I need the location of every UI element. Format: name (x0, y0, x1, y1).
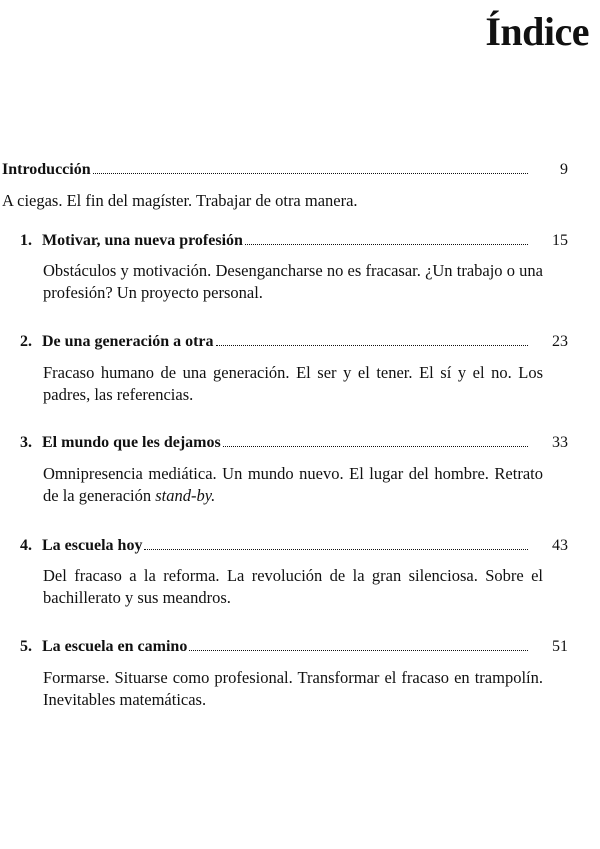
toc-entry-page: 15 (552, 232, 568, 249)
toc-entry-title: Introducción (2, 161, 91, 178)
dot-leader (223, 445, 528, 447)
toc-entry-description: Del fracaso a la reforma. La revolución de la gran silenciosa. Sobre el bachillerato y sus meandros. (43, 566, 543, 607)
toc-entry-title: De una generación a otra (42, 333, 214, 350)
description-italic-text: stand-by. (155, 486, 216, 505)
toc-entry-description (43, 463, 543, 507)
toc-entry-page: 9 (560, 161, 568, 178)
toc-entry-chapter-2[interactable] (20, 332, 568, 352)
toc-entry-chapter-3[interactable] (20, 433, 568, 453)
toc-entry-page: 51 (552, 638, 568, 655)
toc-entry-description: Obstáculos y motivación. Desengancharse no es fracasar. ¿Un trabajo o una profesión? Un proyecto personal. (43, 261, 543, 302)
dot-leader (245, 243, 528, 245)
toc-entry-page: 23 (552, 333, 568, 350)
toc-entry-page: 43 (552, 537, 568, 554)
page-title: Índice (485, 9, 589, 54)
toc-entry-intro[interactable] (2, 160, 568, 180)
dot-leader (93, 172, 528, 174)
toc-entry-description: A ciegas. El fin del magíster. Trabajar de otra manera. (2, 191, 358, 210)
dot-leader (189, 649, 528, 651)
dot-leader (144, 548, 528, 550)
toc-entry-number: 5. (20, 638, 32, 655)
toc-entry-title: Motivar, una nueva profesión (42, 232, 243, 249)
toc-entry-number: 2. (20, 333, 32, 350)
toc-entry-description: Formarse. Situarse como profesional. Transformar el fracaso en trampolín. Inevitables matemáticas. (43, 668, 543, 709)
toc-entry-description: Fracaso humano de una generación. El ser y el tener. El sí y el no. Los padres, las referencias. (43, 363, 543, 404)
toc-entry-chapter-4[interactable] (20, 536, 568, 556)
toc-entry-title: La escuela hoy (42, 537, 143, 554)
toc-entry-chapter-1[interactable] (20, 231, 568, 251)
toc-entry-title: La escuela en camino (42, 638, 188, 655)
toc-entry-number: 4. (20, 537, 32, 554)
toc-entry-page: 33 (552, 434, 568, 451)
description-text: Omnipresencia mediática. Un mundo nuevo. El lugar del hombre. Retrato de la generación (43, 464, 543, 505)
toc-entry-chapter-5[interactable] (20, 637, 568, 657)
toc-entry-title: El mundo que les dejamos (42, 434, 221, 451)
toc-entry-number: 3. (20, 434, 32, 451)
dot-leader (216, 344, 528, 346)
toc-entry-number: 1. (20, 232, 32, 249)
